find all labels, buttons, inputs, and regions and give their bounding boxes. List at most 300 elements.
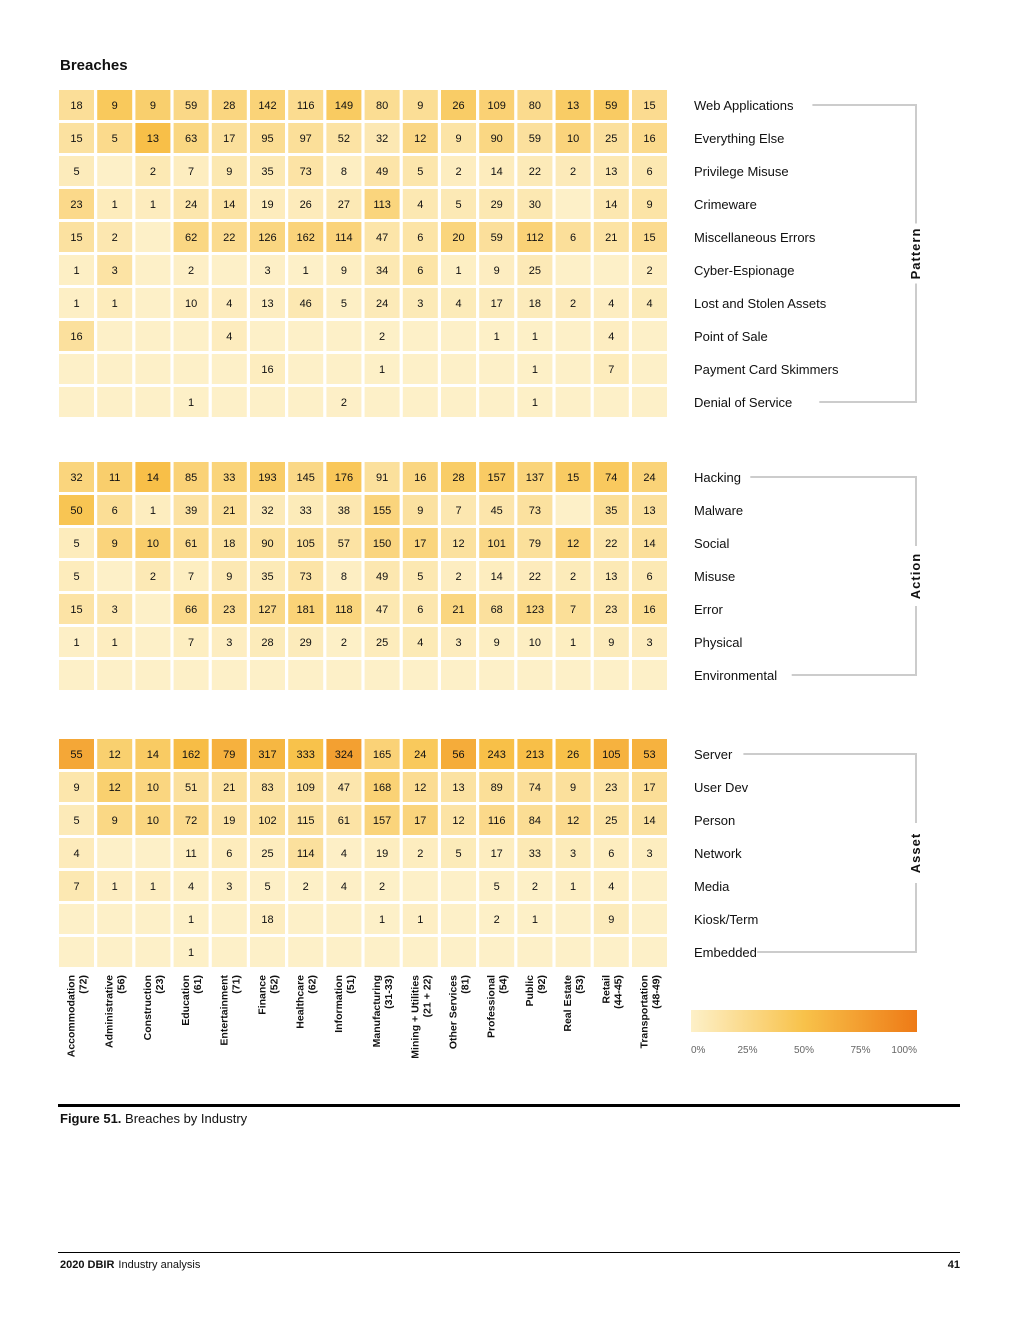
cell-value: 18: [70, 100, 83, 112]
cell-value: 57: [337, 538, 351, 550]
cell-value: 2: [493, 914, 500, 926]
cell-value: 2: [417, 848, 424, 860]
cell-value: 2: [149, 571, 156, 583]
cell-value: 62: [184, 232, 198, 244]
heatmap-cell: [403, 321, 438, 351]
cell-value: 26: [566, 749, 580, 761]
cell-value: 35: [605, 505, 618, 517]
cell-value: 32: [70, 472, 83, 484]
cell-value: 13: [605, 166, 618, 178]
cell-value: 9: [226, 571, 233, 583]
heatmap-cell: [556, 189, 591, 219]
row-label: Web Applications: [694, 98, 794, 113]
cell-value: 18: [528, 298, 542, 310]
cell-value: 72: [184, 815, 198, 827]
cell-value: 6: [570, 232, 577, 244]
cell-value: 1: [73, 265, 80, 277]
cell-value: 21: [452, 604, 465, 616]
industry-label: Other Services: [447, 975, 460, 1050]
cell-value: 333: [296, 749, 315, 761]
cell-value: 6: [417, 265, 424, 277]
cell-value: 7: [570, 604, 577, 616]
cell-value: 38: [337, 505, 351, 517]
heatmap-cell: [135, 937, 170, 967]
industry-label: Retail: [600, 975, 613, 1004]
cell-value: 126: [258, 232, 277, 244]
cell-value: 2: [570, 166, 577, 178]
cell-value: 7: [608, 364, 615, 376]
cell-value: 3: [111, 604, 118, 616]
cell-value: 17: [490, 848, 503, 860]
cell-value: 4: [73, 848, 80, 860]
cell-value: 115: [296, 815, 315, 827]
cell-value: 10: [528, 637, 542, 649]
cell-value: 1: [531, 397, 538, 409]
cell-value: 61: [184, 538, 198, 550]
cell-value: 9: [493, 637, 500, 649]
cell-value: 9: [111, 815, 118, 827]
cell-value: 13: [261, 298, 274, 310]
cell-value: 84: [528, 815, 542, 827]
industry-label: Manufacturing: [371, 975, 384, 1048]
industry-code: (44-45): [612, 975, 625, 1009]
heatmap-cell: [288, 660, 323, 690]
cell-value: 13: [566, 100, 580, 112]
cell-value: 9: [608, 914, 615, 926]
cell-value: 24: [643, 472, 656, 484]
cell-value: 5: [455, 199, 462, 211]
cell-value: 19: [375, 848, 389, 860]
cell-value: 80: [528, 100, 542, 112]
heatmap-cell: [326, 321, 361, 351]
heatmap-cell: [135, 255, 170, 285]
heatmap-cell: [135, 288, 170, 318]
cell-value: 4: [226, 298, 233, 310]
industry-code: (48-49): [650, 975, 663, 1009]
cell-value: 4: [340, 881, 347, 893]
cell-value: 324: [334, 749, 354, 761]
industry-code: (52): [268, 975, 281, 994]
cell-value: 114: [296, 848, 315, 860]
industry-code: (31-33): [383, 975, 396, 1009]
cell-value: 7: [188, 166, 195, 178]
heatmap-cell: [441, 660, 476, 690]
cell-value: 3: [646, 637, 653, 649]
cell-value: 155: [372, 505, 392, 517]
heatmap-cell: [326, 660, 361, 690]
cell-value: 10: [146, 782, 160, 794]
cell-value: 2: [570, 571, 577, 583]
cell-value: 9: [417, 100, 424, 112]
heatmap-cell: [174, 321, 209, 351]
heatmap-cell: [517, 937, 552, 967]
cell-value: 9: [340, 265, 347, 277]
cell-value: 15: [70, 133, 83, 145]
cell-value: 29: [490, 199, 503, 211]
cell-value: 73: [528, 505, 542, 517]
cell-value: 102: [258, 815, 277, 827]
industry-code: (54): [497, 975, 510, 994]
cell-value: 4: [417, 199, 424, 211]
cell-value: 21: [223, 782, 236, 794]
cell-value: 8: [340, 166, 347, 178]
cell-value: 8: [340, 571, 347, 583]
cell-value: 17: [643, 782, 656, 794]
cell-value: 181: [296, 604, 315, 616]
cell-value: 165: [372, 749, 392, 761]
cell-value: 74: [605, 472, 618, 484]
heatmap-cell: [403, 871, 438, 901]
cell-value: 73: [299, 166, 312, 178]
cell-value: 5: [264, 881, 271, 893]
cell-value: 25: [528, 265, 542, 277]
industry-label: Professional: [485, 975, 498, 1039]
cell-value: 109: [487, 100, 506, 112]
cell-value: 168: [372, 782, 392, 794]
heatmap-cell: [59, 937, 94, 967]
heatmap-cell: [403, 937, 438, 967]
legend-tick-label: 25%: [737, 1045, 758, 1056]
cell-value: 28: [223, 100, 236, 112]
cell-value: 51: [184, 782, 198, 794]
heatmap-cell: [556, 387, 591, 417]
cell-value: 5: [493, 881, 500, 893]
industry-label: Public: [523, 975, 536, 1007]
cell-value: 9: [646, 199, 653, 211]
heatmap-cell: [441, 904, 476, 934]
row-label: Environmental: [694, 668, 778, 683]
figure-caption: [60, 1111, 247, 1126]
cell-value: 9: [570, 782, 577, 794]
heatmap-cell: [365, 387, 400, 417]
cell-value: 2: [455, 571, 462, 583]
footer-report: [60, 1259, 200, 1271]
cell-value: 2: [302, 881, 309, 893]
cell-value: 145: [296, 472, 315, 484]
cell-value: 4: [340, 848, 347, 860]
heatmap-cell: [441, 871, 476, 901]
industry-code: (72): [77, 975, 90, 994]
cell-value: 5: [417, 166, 424, 178]
cell-value: 1: [188, 947, 195, 959]
cell-value: 23: [605, 782, 618, 794]
cell-value: 59: [490, 232, 503, 244]
heatmap-cell: [441, 937, 476, 967]
cell-value: 16: [70, 331, 83, 343]
heatmap-cell: [212, 255, 247, 285]
industry-label: Real Estate: [562, 975, 575, 1032]
cell-value: 90: [261, 538, 274, 550]
heatmap-cell: [479, 660, 514, 690]
cell-value: 9: [226, 166, 233, 178]
cell-value: 12: [108, 749, 121, 761]
heatmap-cell: [326, 354, 361, 384]
heatmap-cell: [97, 156, 132, 186]
panel-pattern: [59, 90, 923, 417]
cell-value: 33: [223, 472, 236, 484]
cell-value: 14: [223, 199, 236, 211]
cell-value: 49: [375, 166, 389, 178]
cell-value: 16: [643, 133, 656, 145]
cell-value: 1: [149, 505, 156, 517]
cell-value: 59: [184, 100, 198, 112]
cell-value: 33: [528, 848, 542, 860]
cell-value: 5: [111, 133, 118, 145]
row-label: Hacking: [694, 470, 741, 485]
cell-value: 3: [226, 881, 233, 893]
cell-value: 112: [526, 232, 544, 244]
cell-value: 14: [490, 166, 503, 178]
heatmap-cell: [97, 660, 132, 690]
cell-value: 243: [487, 749, 506, 761]
legend-gradient-bar: [691, 1010, 917, 1032]
heatmap-cell: [135, 660, 170, 690]
cell-value: 66: [184, 604, 198, 616]
cell-value: 6: [417, 232, 424, 244]
cell-value: 6: [226, 848, 233, 860]
cell-value: 45: [490, 505, 503, 517]
cell-value: 3: [570, 848, 577, 860]
cell-value: 2: [455, 166, 462, 178]
cell-value: 4: [188, 881, 195, 893]
cell-value: 118: [335, 604, 353, 616]
heatmap-cell: [632, 321, 667, 351]
cell-value: 9: [73, 782, 80, 794]
heatmap-cell: [594, 387, 629, 417]
cell-value: 15: [70, 232, 83, 244]
cell-value: 1: [531, 364, 538, 376]
group-bracket: [812, 105, 916, 402]
cell-value: 2: [646, 265, 653, 277]
cell-value: 24: [414, 749, 427, 761]
cell-value: 9: [111, 538, 118, 550]
cell-value: 35: [261, 166, 274, 178]
industry-code: (56): [115, 975, 128, 994]
group-label: Asset: [908, 832, 923, 874]
cell-value: 9: [493, 265, 500, 277]
cell-value: 109: [296, 782, 315, 794]
cell-value: 193: [258, 472, 277, 484]
row-label: Everything Else: [694, 131, 785, 146]
cell-value: 105: [602, 749, 621, 761]
page-number: 41: [947, 1259, 960, 1271]
heatmap-cell: [250, 321, 285, 351]
cell-value: 19: [261, 199, 274, 211]
cell-value: 12: [566, 538, 580, 550]
heatmap-cell: [135, 904, 170, 934]
cell-value: 1: [111, 637, 118, 649]
cell-value: 2: [379, 881, 386, 893]
row-label: Malware: [694, 503, 744, 518]
heatmap-cell: [135, 387, 170, 417]
heatmap-cell: [135, 222, 170, 252]
cell-value: 79: [223, 749, 236, 761]
cell-value: 29: [299, 637, 312, 649]
cell-value: 1: [302, 265, 309, 277]
cell-value: 1: [379, 364, 386, 376]
heatmap-cell: [97, 387, 132, 417]
cell-value: 7: [188, 571, 195, 583]
cell-value: 4: [608, 298, 615, 310]
heatmap-cell: [594, 255, 629, 285]
cell-value: 14: [643, 815, 656, 827]
cell-value: 47: [337, 782, 351, 794]
heatmap-cell: [97, 354, 132, 384]
heatmap-cell: [556, 495, 591, 525]
cell-value: 14: [146, 472, 160, 484]
cell-value: 2: [570, 298, 577, 310]
industry-label: Entertainment: [218, 975, 231, 1046]
cell-value: 85: [184, 472, 198, 484]
cell-value: 12: [452, 538, 465, 550]
cell-value: 83: [261, 782, 274, 794]
legend-tick-label: 100%: [891, 1045, 917, 1056]
row-label: Denial of Service: [694, 395, 793, 410]
cell-value: 9: [608, 637, 615, 649]
row-label: Kiosk/Term: [694, 912, 759, 927]
cell-value: 19: [223, 815, 236, 827]
cell-value: 162: [296, 232, 315, 244]
industry-label: Healthcare: [294, 975, 307, 1029]
heatmap-cell: [212, 387, 247, 417]
cell-value: 1: [73, 637, 80, 649]
row-label: Privilege Misuse: [694, 164, 789, 179]
cell-value: 3: [111, 265, 118, 277]
cell-value: 4: [417, 637, 424, 649]
cell-value: 46: [299, 298, 312, 310]
cell-value: 22: [528, 166, 542, 178]
cell-value: 105: [296, 538, 315, 550]
cell-value: 22: [528, 571, 542, 583]
heatmap-cell: [250, 937, 285, 967]
industry-code: (21 + 22): [421, 975, 434, 1018]
industry-code: (92): [535, 975, 548, 994]
cell-value: 33: [299, 505, 312, 517]
cell-value: 35: [261, 571, 274, 583]
cell-value: 157: [487, 472, 506, 484]
industry-label: Information: [332, 975, 345, 1033]
heatmap-cell: [212, 354, 247, 384]
panel-asset: [59, 739, 923, 967]
cell-value: 6: [417, 604, 424, 616]
cell-value: 22: [605, 538, 618, 550]
heatmap-cell: [174, 660, 209, 690]
cell-value: 1: [570, 637, 577, 649]
cell-value: 213: [525, 749, 545, 761]
cell-value: 1: [531, 331, 538, 343]
cell-value: 15: [566, 472, 580, 484]
row-label: Server: [694, 747, 733, 762]
cell-value: 50: [70, 505, 83, 517]
chart-title: Breaches: [60, 57, 128, 74]
row-label: Lost and Stolen Assets: [694, 296, 827, 311]
cell-value: 1: [188, 397, 195, 409]
row-label: Network: [694, 846, 742, 861]
industry-label: Administrative: [103, 975, 116, 1048]
industry-code: (71): [230, 975, 243, 994]
heatmap-cell: [59, 387, 94, 417]
cell-value: 61: [337, 815, 351, 827]
cell-value: 27: [337, 199, 351, 211]
cell-value: 55: [70, 749, 83, 761]
cell-value: 7: [455, 505, 462, 517]
cell-value: 157: [372, 815, 392, 827]
cell-value: 6: [608, 848, 615, 860]
cell-value: 13: [146, 133, 160, 145]
cell-value: 23: [223, 604, 236, 616]
heatmap-cell: [59, 354, 94, 384]
row-label: Error: [694, 602, 723, 617]
heatmap-cell: [97, 937, 132, 967]
cell-value: 63: [184, 133, 198, 145]
cell-value: 25: [605, 133, 618, 145]
cell-value: 39: [184, 505, 198, 517]
heatmap-cell: [288, 904, 323, 934]
cell-value: 2: [149, 166, 156, 178]
heatmap-cell: [135, 594, 170, 624]
heatmap-cell: [556, 255, 591, 285]
heatmap-cell: [403, 354, 438, 384]
cell-value: 25: [605, 815, 618, 827]
cell-value: 12: [414, 782, 427, 794]
cell-value: 12: [108, 782, 121, 794]
heatmap-cell: [632, 387, 667, 417]
cell-value: 7: [188, 637, 195, 649]
legend-tick-label: 50%: [793, 1045, 815, 1056]
cell-value: 5: [73, 166, 80, 178]
heatmap-cell: [632, 871, 667, 901]
cell-value: 9: [417, 505, 424, 517]
cell-value: 150: [372, 538, 392, 550]
cell-value: 12: [452, 815, 465, 827]
cell-value: 22: [223, 232, 236, 244]
cell-value: 123: [525, 604, 545, 616]
heatmap-cell: [97, 561, 132, 591]
cell-value: 1: [493, 331, 500, 343]
cell-value: 116: [296, 100, 315, 112]
cell-value: 10: [146, 538, 160, 550]
heatmap-cell: [326, 937, 361, 967]
cell-value: 1: [379, 914, 386, 926]
cell-value: 3: [646, 848, 653, 860]
panel-action: [59, 462, 923, 690]
cell-value: 5: [417, 571, 424, 583]
cell-value: 52: [337, 133, 351, 145]
heatmap-cell: [517, 660, 552, 690]
heatmap-cell: [365, 660, 400, 690]
heatmap-cell: [135, 354, 170, 384]
industry-code: (62): [306, 975, 319, 994]
cell-value: 1: [111, 199, 118, 211]
heatmap-cell: [326, 904, 361, 934]
cell-value: 7: [73, 881, 80, 893]
cell-value: 59: [605, 100, 618, 112]
cell-value: 11: [108, 472, 121, 484]
cell-value: 49: [375, 571, 389, 583]
cell-value: 12: [414, 133, 427, 145]
industry-label: Finance: [256, 975, 269, 1015]
cell-value: 14: [605, 199, 618, 211]
heatmap-cell: [441, 321, 476, 351]
row-label: Embedded: [694, 945, 757, 960]
heatmap-cell: [479, 387, 514, 417]
cell-value: 11: [185, 848, 197, 860]
heatmap-cell: [288, 321, 323, 351]
heatmap-cell: [365, 937, 400, 967]
row-label: Crimeware: [694, 197, 757, 212]
cell-value: 4: [608, 881, 615, 893]
industry-code: (81): [459, 975, 472, 994]
